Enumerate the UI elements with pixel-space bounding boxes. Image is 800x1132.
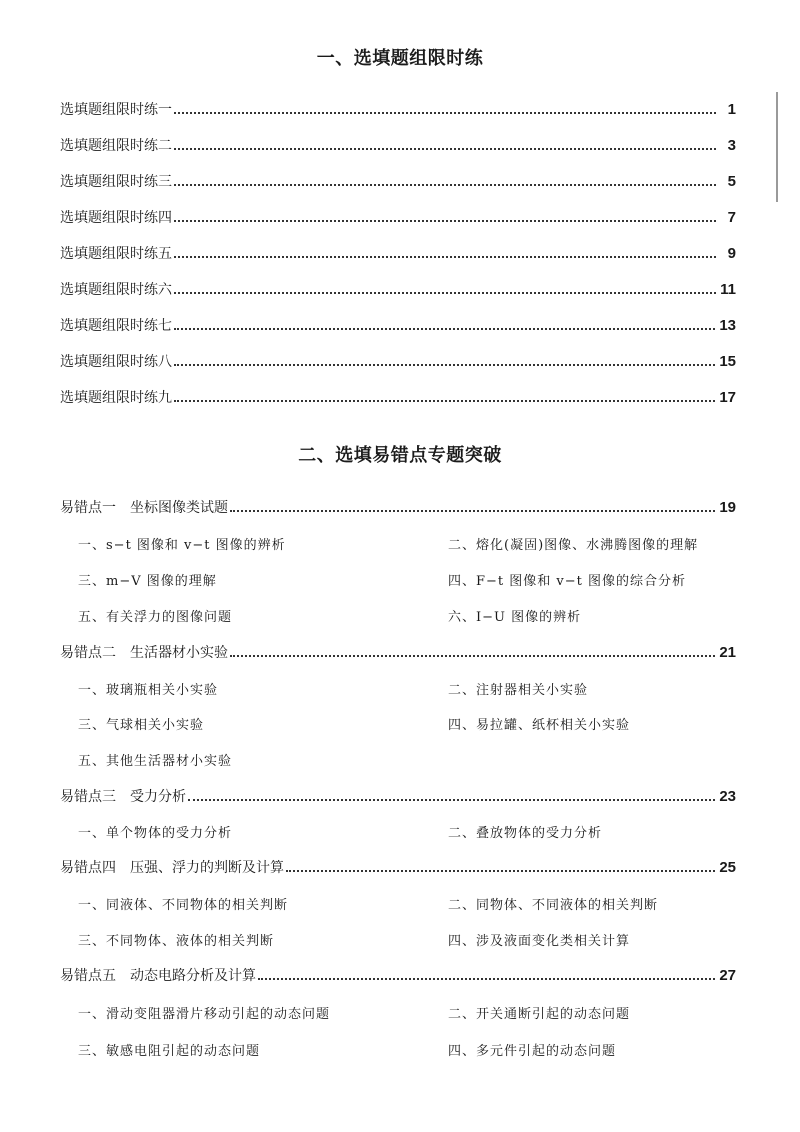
toc-entry-label: 选填题组限时练九	[60, 390, 172, 406]
dot-leader	[174, 291, 716, 294]
toc-group-page: 19	[719, 498, 736, 516]
toc-entry[interactable]	[60, 242, 736, 264]
toc-group-label: 易错点二 生活器材小实验	[60, 645, 228, 661]
toc-group-label: 易错点三 受力分析	[60, 789, 186, 805]
toc-group-page: 25	[719, 858, 736, 876]
toc-entry[interactable]	[60, 386, 736, 408]
section-title-2: 二、选填易错点专题突破	[298, 445, 502, 466]
toc-entry-label: 选填题组限时练四	[60, 210, 172, 226]
toc-group-label: 易错点四 压强、浮力的判断及计算	[60, 860, 284, 876]
toc-sub-item[interactable]: 二、注射器相关小实验	[448, 683, 589, 698]
dot-leader	[174, 399, 715, 402]
dot-leader	[174, 363, 715, 366]
toc-sub-item[interactable]: 二、同物体、不同液体的相关判断	[448, 898, 659, 913]
toc-sub-item[interactable]: 四、F−t 图像和 v−t 图像的综合分析	[448, 574, 686, 589]
toc-sub-item[interactable]: 二、熔化(凝固)图像、水沸腾图像的理解	[448, 538, 699, 553]
toc-sub-item[interactable]: 二、叠放物体的受力分析	[448, 826, 603, 841]
toc-entry[interactable]	[60, 170, 736, 192]
toc-sub-item[interactable]: 三、m−V 图像的理解	[78, 574, 217, 589]
scan-edge-mark	[776, 92, 778, 202]
toc-entry-label: 选填题组限时练七	[60, 318, 172, 334]
toc-group-page: 21	[719, 643, 736, 661]
toc-sub-item[interactable]: 三、敏感电阻引起的动态问题	[78, 1044, 261, 1059]
toc-sub-item[interactable]: 一、s−t 图像和 v−t 图像的辨析	[78, 538, 286, 553]
dot-leader	[174, 183, 716, 186]
dot-leader	[230, 509, 715, 512]
dot-leader	[174, 219, 716, 222]
toc-sub-item[interactable]: 三、气球相关小实验	[78, 718, 205, 733]
toc-sub-item[interactable]: 二、开关通断引起的动态问题	[448, 1007, 631, 1022]
toc-entry[interactable]	[60, 350, 736, 372]
toc-group-heading[interactable]	[60, 641, 736, 663]
toc-sub-item[interactable]: 一、同液体、不同物体的相关判断	[78, 898, 289, 913]
toc-sub-item[interactable]: 四、易拉罐、纸杯相关小实验	[448, 718, 631, 733]
toc-entry-page: 7	[727, 208, 736, 226]
toc-sub-item[interactable]: 一、滑动变阻器滑片移动引起的动态问题	[78, 1007, 331, 1022]
toc-entry-page: 3	[727, 136, 736, 154]
toc-group-label: 易错点五 动态电路分析及计算	[60, 968, 256, 984]
toc-group-heading[interactable]	[60, 785, 736, 807]
toc-entry[interactable]	[60, 206, 736, 228]
toc-sub-item[interactable]: 四、多元件引起的动态问题	[448, 1044, 617, 1059]
toc-entry-label: 选填题组限时练八	[60, 354, 172, 370]
dot-leader	[258, 977, 715, 980]
toc-sub-item[interactable]: 一、单个物体的受力分析	[78, 826, 233, 841]
toc-entry-label: 选填题组限时练一	[60, 102, 172, 118]
dot-leader	[188, 798, 715, 801]
toc-group-heading[interactable]	[60, 964, 736, 986]
toc-sub-item[interactable]: 六、I−U 图像的辨析	[448, 610, 582, 625]
toc-sub-item[interactable]: 五、有关浮力的图像问题	[78, 610, 233, 625]
toc-entry-page: 13	[719, 316, 736, 334]
toc-sub-item[interactable]: 五、其他生活器材小实验	[78, 754, 233, 769]
toc-entry-label: 选填题组限时练六	[60, 282, 172, 298]
toc-group-page: 23	[719, 787, 736, 805]
toc-entry-label: 选填题组限时练二	[60, 138, 172, 154]
toc-entry[interactable]	[60, 278, 736, 300]
section-title-1: 一、选填题组限时练	[316, 48, 484, 69]
dot-leader	[174, 147, 716, 150]
toc-entry[interactable]	[60, 314, 736, 336]
toc-group-page: 27	[719, 966, 736, 984]
toc-entry-page: 9	[727, 244, 736, 262]
toc-group-heading[interactable]	[60, 856, 736, 878]
toc-group-heading[interactable]	[60, 496, 736, 518]
dot-leader	[230, 654, 715, 657]
toc-entry[interactable]	[60, 98, 736, 120]
toc-group-label: 易错点一 坐标图像类试题	[60, 500, 228, 516]
dot-leader	[174, 327, 715, 330]
dot-leader	[174, 255, 716, 258]
toc-entry-page: 15	[719, 352, 736, 370]
toc-sub-item[interactable]: 四、涉及液面变化类相关计算	[448, 934, 631, 949]
toc-sub-item[interactable]: 三、不同物体、液体的相关判断	[78, 934, 275, 949]
toc-entry-page: 17	[719, 388, 736, 406]
toc-sub-item[interactable]: 一、玻璃瓶相关小实验	[78, 683, 219, 698]
toc-entry-label: 选填题组限时练五	[60, 246, 172, 262]
dot-leader	[174, 111, 716, 114]
dot-leader	[286, 869, 715, 872]
toc-entry-label: 选填题组限时练三	[60, 174, 172, 190]
toc-entry[interactable]	[60, 134, 736, 156]
toc-entry-page: 1	[727, 100, 736, 118]
toc-entry-page: 11	[720, 280, 736, 298]
toc-entry-page: 5	[727, 172, 736, 190]
